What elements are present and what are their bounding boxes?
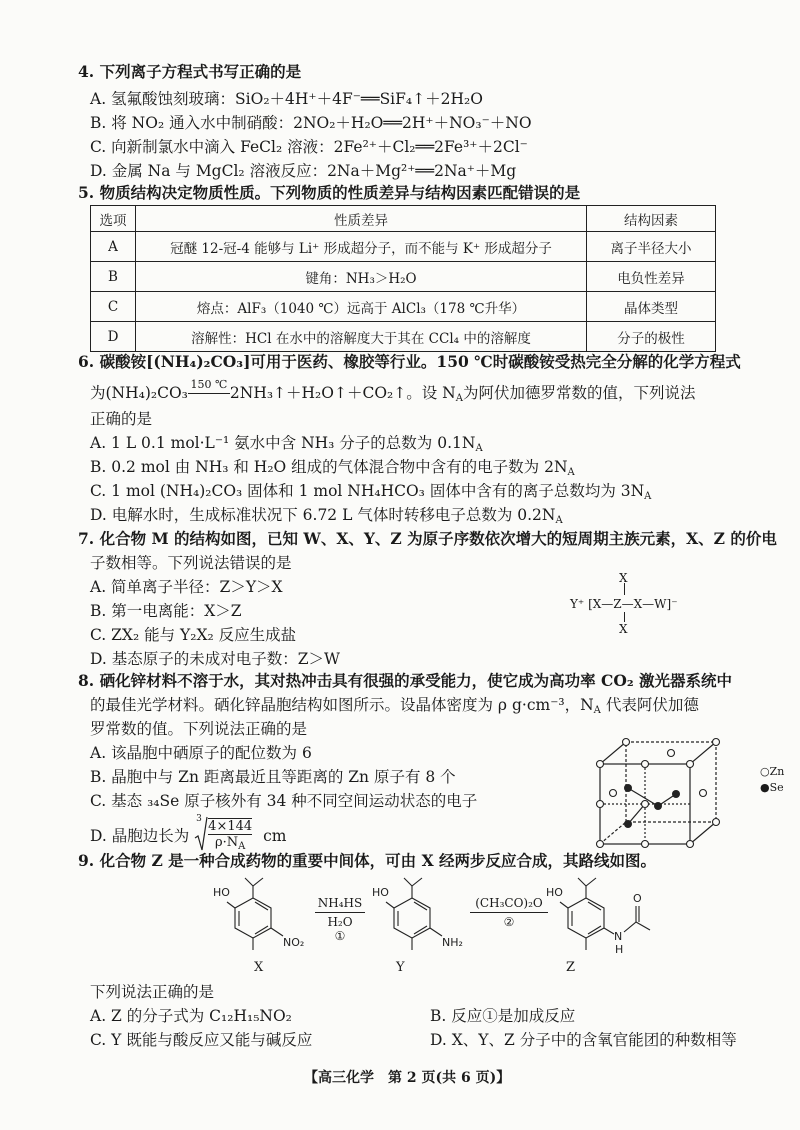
- q5-cell: 熔点：AlF₃（1040 ℃）远高于 AlCl₃（178 ℃升华）: [136, 292, 587, 322]
- se-atom: [624, 784, 632, 792]
- zn-atom: [642, 761, 649, 768]
- table-row: [91, 322, 716, 352]
- q4-option-d: D. 金属 Na 与 MgCl₂ 溶液反应：2Na＋Mg²⁺══2Na⁺＋Mg: [90, 162, 517, 180]
- arrow-icon: [470, 912, 548, 913]
- z-ho-label: HO: [546, 886, 563, 899]
- q6-a-text: A. 1 L 0.1 mol·L⁻¹ 氨水中含 NH₃ 分子的总数为 0.1N: [90, 434, 476, 452]
- q8-na-sub: A: [593, 705, 601, 716]
- q5-header-option: 选项: [91, 206, 136, 232]
- q6-b-text: B. 0.2 mol 由 NH₃ 和 H₂O 组成的气体混合物中含有的电子数为 2N: [90, 458, 568, 476]
- q6-stem-line2: [90, 378, 696, 409]
- q6-option-c: [90, 481, 651, 507]
- zn-atom: [713, 819, 720, 826]
- q8-stem-2a: 的最佳光学材料。硒化锌晶胞结构如图所示。设晶体密度为 ρ g·cm⁻³，N: [90, 696, 594, 714]
- q8-option-c: C. 基态 ₃₄Se 原子核外有 34 种不同空间运动状态的电子: [90, 792, 478, 810]
- molecule-z: [546, 876, 676, 966]
- zn-atom: [623, 739, 630, 746]
- q6-c-text: C. 1 mol (NH₄)₂CO₃ 固体和 1 mol NH₄HCO₃ 固体中含有的离子总数均为 3N: [90, 482, 645, 500]
- q4-option-c: C. 向新制氯水中滴入 FeCl₂ 溶液：2Fe²⁺＋Cl₂══2Fe³⁺＋2Cl⁻: [90, 138, 528, 156]
- y-ho-label: HO: [372, 886, 389, 899]
- q6-option-d: [90, 505, 563, 531]
- q8-legend-zn-label: Zn: [769, 765, 785, 778]
- zn-atom: [597, 801, 604, 808]
- q8-d-root-index: 3: [196, 814, 202, 824]
- se-atom: [654, 802, 662, 810]
- q8-option-b: B. 晶胞中与 Zn 距离最近且等距离的 Zn 原子有 8 个: [90, 768, 456, 786]
- q8-stem-line2: [90, 695, 699, 721]
- q7-option-b: B. 第一电离能：X＞Z: [90, 602, 242, 620]
- q6-option-b: [90, 457, 575, 483]
- label-z: Z: [566, 960, 576, 975]
- q6-d-text: D. 电解水时，生成标准状况下 6.72 L 气体时转移电子总数为 0.2N: [90, 506, 556, 524]
- zn-atom: [687, 761, 694, 768]
- q9-option-a: A. Z 的分子式为 C₁₂H₁₅NO₂: [90, 1007, 292, 1025]
- q7-stem-line1: 7. 化合物 M 的结构如图，已知 W、X、Y、Z 为原子序数依次增大的短周期主族元素，X、Z 的价电: [78, 529, 777, 548]
- q5-header-property: 性质差异: [136, 206, 587, 232]
- zn-atom: [668, 750, 675, 757]
- q6-option-a: [90, 433, 483, 459]
- table-row: [91, 232, 716, 262]
- radical-icon: [194, 816, 208, 854]
- q8-stem-2b: 代表阿伏加德: [600, 696, 699, 714]
- zn-atom: [610, 790, 617, 797]
- q5-cell: 冠醚 12-冠-4 能够与 Li⁺ 形成超分子，而不能与 K⁺ 形成超分子: [136, 232, 587, 262]
- q5-cell: 键角：NH₃＞H₂O: [136, 262, 587, 292]
- table-row: [91, 292, 716, 322]
- q7-fig-bottom-x: X: [619, 622, 628, 636]
- q8-d-fraction: [208, 818, 252, 854]
- cell-edge: [600, 742, 626, 764]
- q6-condition-arrow: [188, 379, 230, 394]
- q5-cell: 离子半径大小: [587, 232, 716, 262]
- q9-option-b: B. 反应①是加成反应: [430, 1007, 576, 1025]
- q8-legend-zn: ○Zn: [760, 765, 785, 778]
- arrow-icon: [315, 912, 365, 913]
- q6-stem-line1: 6. 碳酸铵[(NH₄)₂CO₃]可用于医药、橡胶等行业。150 ℃时碳酸铵受热完全分解的化学方程式: [78, 352, 741, 371]
- q8-stem-line1: 8. 硒化锌材料不溶于水，其对热冲击具有很强的承受能力，使它成为高功率 CO₂ 激光器系统中: [78, 671, 732, 690]
- z-h-label: H: [615, 943, 624, 956]
- y-nh2-label: NH₂: [442, 936, 463, 949]
- q5-cell: 分子的极性: [587, 322, 716, 352]
- q4-option-a: A. 氢氟酸蚀刻玻璃：SiO₂＋4H⁺＋4F⁻══SiF₄↑＋2H₂O: [90, 90, 483, 108]
- q6-condition: 150 ℃: [190, 378, 228, 391]
- q4-option-b: B. 将 NO₂ 通入水中制硝酸：2NO₂＋H₂O══2H⁺＋NO₃⁻＋NO: [90, 114, 532, 132]
- q4-stem: 4. 下列离子方程式书写正确的是: [78, 62, 302, 81]
- x-no2-label: NO₂: [283, 936, 305, 949]
- q6-stem-2b: 2NH₃↑＋H₂O↑＋CO₂↑。设 N: [229, 384, 456, 402]
- page-footer: 【高三化学 第 2 页(共 6 页)】: [304, 1070, 511, 1086]
- q5-stem: 5. 物质结构决定物质性质。下列物质的性质差异与结构因素匹配错误的是: [78, 183, 581, 202]
- zn-atom: [642, 801, 649, 808]
- q5-cell: 晶体类型: [587, 292, 716, 322]
- r2-reagent: (CH₃CO)₂O: [475, 896, 543, 910]
- label-x: X: [254, 960, 264, 975]
- q8-legend-se-label: Se: [769, 781, 784, 794]
- x-ho-label: HO: [213, 886, 230, 899]
- q6-na-sub: A: [555, 515, 563, 526]
- zn-atom: [597, 761, 604, 768]
- zn-atom: [687, 841, 694, 848]
- q6-stem-2a: 为(NH₄)₂CO₃: [90, 384, 188, 402]
- q5-cell: 电负性差异: [587, 262, 716, 292]
- q8-d-den-text: ρ·N: [214, 835, 239, 850]
- q6-na-sub: A: [475, 443, 483, 454]
- q5-table: [90, 205, 716, 352]
- q5-cell: B: [91, 262, 136, 292]
- se-atom: [672, 790, 680, 798]
- q7-stem-line2: 子数相等。下列说法错误的是: [90, 554, 292, 572]
- zn-atom: [713, 739, 720, 746]
- z-n-label: N: [614, 930, 623, 943]
- q9-ask: 下列说法正确的是: [90, 983, 215, 1001]
- molecule-y: [372, 876, 482, 966]
- q8-legend-se: ●Se: [760, 781, 784, 794]
- q9-option-d: D. X、Y、Z 分子中的含氧官能团的种数相等: [430, 1031, 737, 1049]
- zn-atom: [597, 841, 604, 848]
- q9-stem: 9. 化合物 Z 是一种合成药物的重要中间体，可由 X 经两步反应合成，其路线如图。: [78, 851, 657, 870]
- molecule-x: [213, 876, 323, 966]
- q7-option-a: A. 简单离子半径：Z＞Y＞X: [90, 578, 283, 596]
- se-atom: [624, 820, 632, 828]
- q8-d-prefix: D. 晶胞边长为: [90, 827, 190, 845]
- q6-na-sub: A: [455, 393, 463, 404]
- q7-option-c: C. ZX₂ 能与 Y₂X₂ 反应生成盐: [90, 626, 297, 644]
- q6-stem-2c: 为阿伏加德罗常数的值，下列说法: [462, 384, 696, 402]
- q8-d-unit: cm: [263, 827, 287, 845]
- q9-option-c: C. Y 既能与酸反应又能与碱反应: [90, 1031, 313, 1049]
- q8-na-sub: A: [238, 841, 246, 852]
- r1-number: ①: [334, 929, 346, 943]
- zn-atom: [642, 841, 649, 848]
- cell-edge: [600, 822, 626, 844]
- q8-d-root: [194, 814, 253, 854]
- q5-cell: C: [91, 292, 136, 322]
- table-row: [91, 262, 716, 292]
- q5-cell: 溶解性：HCl 在水中的溶解度大于其在 CCl₄ 中的溶解度: [136, 322, 587, 352]
- q8-crystal-figure: [588, 736, 768, 856]
- cell-edge: [690, 822, 716, 844]
- q8-option-a: A. 该晶胞中硒原子的配位数为 6: [90, 744, 312, 762]
- zn-atom: [700, 790, 707, 797]
- q5-cell: A: [91, 232, 136, 262]
- q8-option-d: [90, 814, 287, 854]
- q6-na-sub: A: [644, 491, 652, 502]
- r1-solvent: H₂O: [327, 915, 353, 929]
- q5-header-factor: 结构因素: [587, 206, 716, 232]
- q7-fig-row: Y⁺ [X—Z—X—W]⁻: [570, 597, 678, 611]
- label-y: Y: [396, 960, 405, 975]
- q7-option-d: D. 基态原子的未成对电子数：Z＞W: [90, 650, 340, 668]
- z-o-label: O: [633, 892, 642, 905]
- q5-cell: D: [91, 322, 136, 352]
- reaction-arrow-1: [315, 896, 365, 943]
- r1-reagent: NH₄HS: [317, 896, 363, 910]
- r2-number: ②: [503, 915, 515, 929]
- q6-stem-line3: 正确的是: [90, 410, 153, 428]
- q8-stem-line3: 罗常数的值。下列说法正确的是: [90, 720, 308, 738]
- q7-fig-top-x: X: [619, 571, 628, 585]
- q6-na-sub: A: [567, 467, 575, 478]
- q8-d-numerator: 4×144: [208, 819, 253, 834]
- cell-edge: [690, 742, 716, 764]
- reaction-arrow-2: [470, 896, 548, 929]
